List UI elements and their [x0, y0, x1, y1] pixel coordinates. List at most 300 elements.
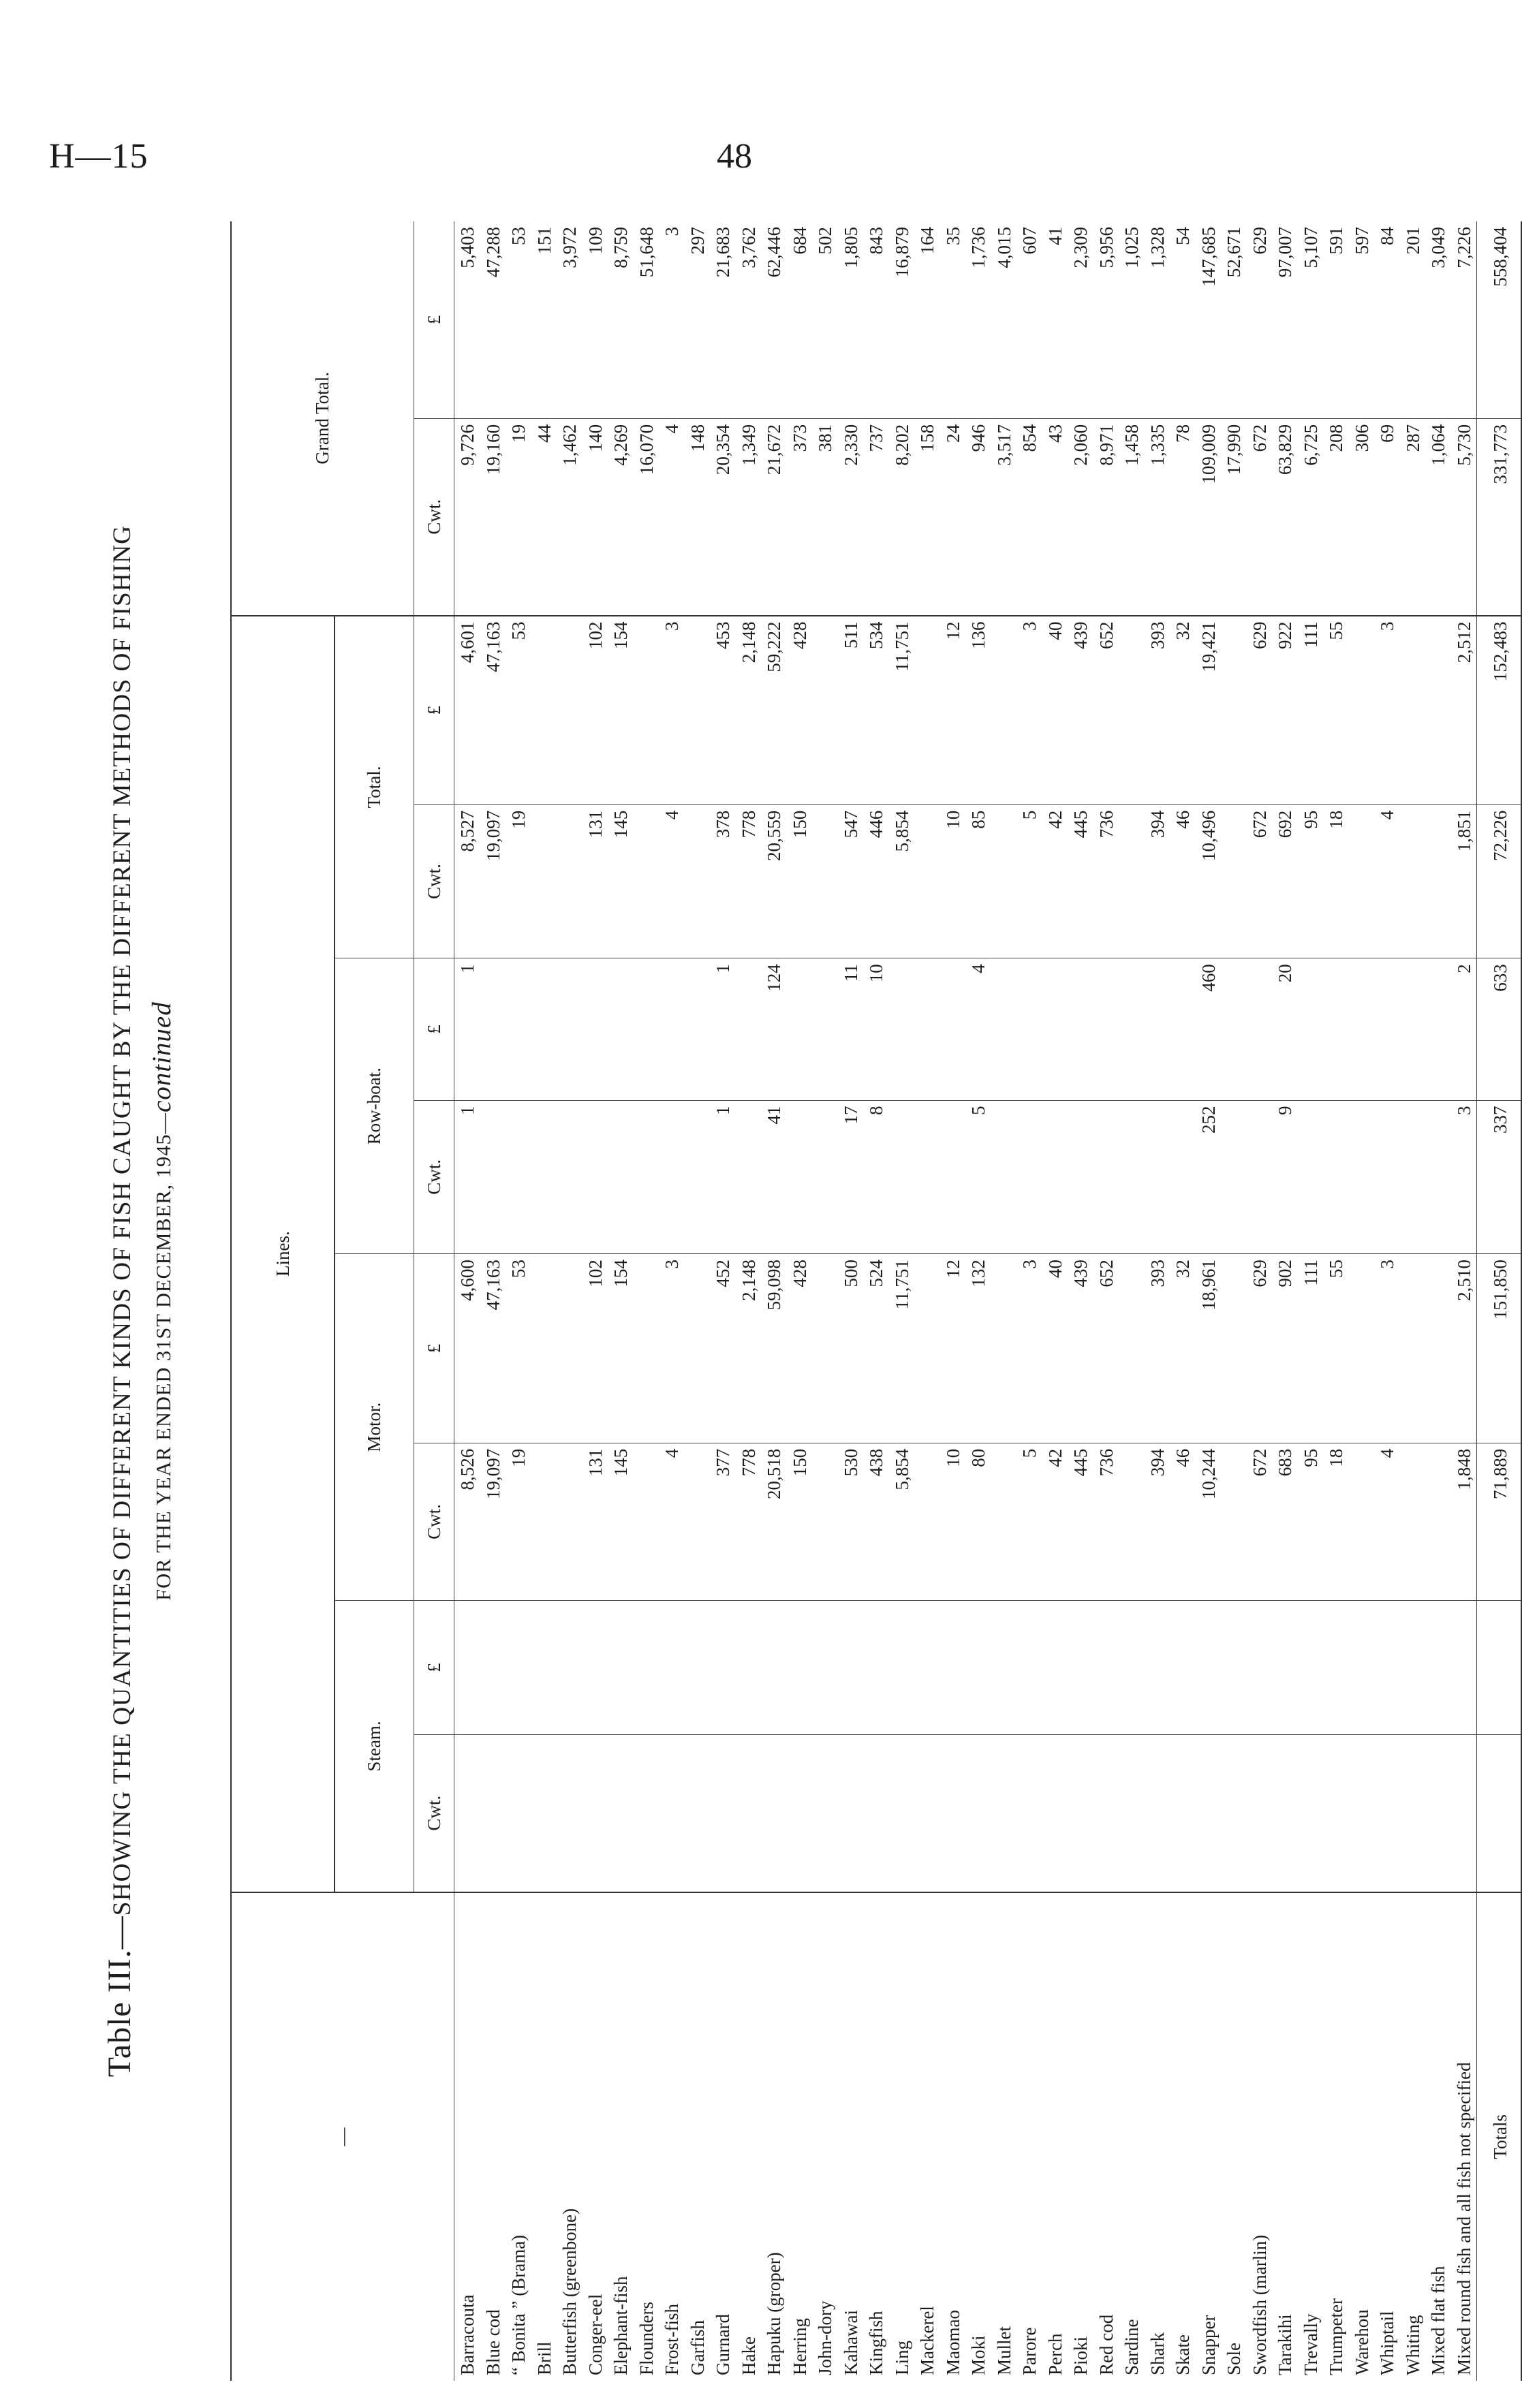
- species-name: Pioki: [1070, 2336, 1091, 2375]
- species-name: Garfish: [687, 2320, 708, 2375]
- cell-grand-cwt: 63,829: [1272, 418, 1298, 615]
- cell-total-value: 2,148: [736, 616, 762, 805]
- cell-total-cwt: [1400, 804, 1426, 958]
- cell-rowboat-value: [787, 958, 813, 1100]
- species-name: Shark: [1147, 2332, 1168, 2375]
- table-row: [1451, 221, 1477, 2381]
- totals-row: [1477, 221, 1522, 2381]
- cell-total-value: [1119, 616, 1145, 805]
- cell-grand-cwt: 373: [787, 418, 813, 615]
- cell-steam-cwt: [863, 1734, 889, 1892]
- cell-total-cwt: 4: [659, 804, 685, 958]
- species-name: Flounders: [636, 2302, 657, 2375]
- cell-total-value: 47,163: [480, 616, 506, 805]
- species-name: Tarakihi: [1275, 2314, 1295, 2375]
- table-row: [1425, 221, 1451, 2381]
- cell-grand-value: 51,648: [634, 221, 659, 418]
- cell-motor-value: 18,961: [1196, 1254, 1222, 1443]
- species-name: Blue cod: [482, 2309, 503, 2375]
- table-row: [480, 221, 506, 2381]
- cell-motor-cwt: 4: [659, 1443, 685, 1600]
- cell-grand-value: 35: [940, 221, 966, 418]
- cell-rowboat-value: [557, 958, 583, 1100]
- cell-steam-cwt: [914, 1734, 940, 1892]
- cell-rowboat-cwt: [480, 1100, 506, 1254]
- cell-steam-value: [812, 1601, 838, 1735]
- totals-steam-value: [1477, 1601, 1522, 1735]
- species-name: Ling: [891, 2341, 912, 2375]
- header-steam: Steam.: [335, 1601, 414, 1892]
- cell-motor-cwt: 10,244: [1196, 1443, 1222, 1600]
- cell-steam-cwt: [991, 1734, 1017, 1892]
- cell-grand-value: 7,226: [1451, 221, 1477, 418]
- cell-steam-value: [480, 1601, 506, 1735]
- cell-rowboat-value: 11: [838, 958, 864, 1100]
- cell-steam-cwt: [1042, 1734, 1068, 1892]
- unit-total-pound: £: [414, 616, 454, 805]
- cell-motor-value: 2,148: [736, 1254, 762, 1443]
- species-name: Moki: [968, 2335, 989, 2375]
- cell-rowboat-cwt: 1: [454, 1100, 480, 1254]
- cell-grand-value: 21,683: [710, 221, 736, 418]
- table-row: [1170, 221, 1196, 2381]
- cell-grand-cwt: 737: [863, 418, 889, 615]
- cell-rowboat-cwt: [1170, 1100, 1196, 1254]
- cell-steam-value: [1145, 1601, 1170, 1735]
- cell-motor-value: 102: [583, 1254, 608, 1443]
- totals-grand-value: 558,404: [1477, 221, 1522, 418]
- cell-grand-value: 3: [659, 221, 685, 418]
- cell-rowboat-cwt: [812, 1100, 838, 1254]
- species-name: Perch: [1044, 2333, 1066, 2375]
- cell-motor-value: 132: [965, 1254, 991, 1443]
- table-row: [1068, 221, 1093, 2381]
- cell-motor-cwt: 5: [1016, 1443, 1042, 1600]
- cell-steam-cwt: [1119, 1734, 1145, 1892]
- cell-steam-cwt: [1272, 1734, 1298, 1892]
- cell-rowboat-cwt: [889, 1100, 915, 1254]
- species-name: Conger-eel: [585, 2294, 606, 2375]
- table-row: [940, 221, 966, 2381]
- cell-motor-value: 652: [1093, 1254, 1119, 1443]
- cell-grand-value: 151: [531, 221, 557, 418]
- cell-rowboat-value: [1400, 958, 1426, 1100]
- cell-steam-value: [557, 1601, 583, 1735]
- cell-motor-cwt: 150: [787, 1443, 813, 1600]
- cell-grand-value: 1,328: [1145, 221, 1170, 418]
- cell-rowboat-value: [1016, 958, 1042, 1100]
- cell-motor-cwt: 145: [608, 1443, 634, 1600]
- cell-rowboat-cwt: [1042, 1100, 1068, 1254]
- cell-grand-cwt: 4: [659, 418, 685, 615]
- cell-motor-value: [812, 1254, 838, 1443]
- cell-rowboat-value: [1425, 958, 1451, 1100]
- species-name: Barracouta: [457, 2294, 478, 2375]
- cell-total-value: 534: [863, 616, 889, 805]
- table-row: [1349, 221, 1375, 2381]
- table-row: [1196, 221, 1222, 2381]
- totals-rowboat-cwt: 337: [1477, 1100, 1522, 1254]
- cell-steam-value: [761, 1601, 787, 1735]
- unit-grand-cwt: Cwt.: [414, 418, 454, 615]
- cell-grand-value: 84: [1374, 221, 1400, 418]
- table-footer: [1477, 221, 1522, 2381]
- table-row: [1042, 221, 1068, 2381]
- table-row: [608, 221, 634, 2381]
- cell-steam-value: [583, 1601, 608, 1735]
- cell-total-cwt: 18: [1323, 804, 1349, 958]
- cell-steam-value: [1042, 1601, 1068, 1735]
- cell-total-cwt: 5,854: [889, 804, 915, 958]
- cell-grand-cwt: 78: [1170, 418, 1196, 615]
- species-name: Sardine: [1121, 2319, 1142, 2375]
- cell-total-value: 136: [965, 616, 991, 805]
- cell-motor-cwt: 10: [940, 1443, 966, 1600]
- cell-rowboat-cwt: [531, 1100, 557, 1254]
- cell-grand-value: 62,446: [761, 221, 787, 418]
- page-number: 48: [717, 137, 752, 176]
- cell-motor-value: 393: [1145, 1254, 1170, 1443]
- cell-steam-cwt: [1221, 1734, 1247, 1892]
- cell-rowboat-value: [608, 958, 634, 1100]
- cell-rowboat-cwt: [583, 1100, 608, 1254]
- cell-total-value: 11,751: [889, 616, 915, 805]
- cell-rowboat-value: [914, 958, 940, 1100]
- table-title-prefix: Table III.—: [102, 1916, 138, 2078]
- cell-motor-cwt: [634, 1443, 659, 1600]
- cell-grand-value: 3,762: [736, 221, 762, 418]
- cell-motor-cwt: 5,854: [889, 1443, 915, 1600]
- cell-grand-cwt: 69: [1374, 418, 1400, 615]
- table-row: [1119, 221, 1145, 2381]
- cell-steam-value: [1093, 1601, 1119, 1735]
- cell-rowboat-value: 10: [863, 958, 889, 1100]
- cell-motor-value: 902: [1272, 1254, 1298, 1443]
- species-name: Snapper: [1198, 2315, 1219, 2375]
- cell-steam-cwt: [1247, 1734, 1273, 1892]
- cell-total-value: 652: [1093, 616, 1119, 805]
- cell-total-cwt: 10: [940, 804, 966, 958]
- cell-steam-cwt: [454, 1734, 480, 1892]
- cell-total-cwt: [531, 804, 557, 958]
- cell-total-cwt: [634, 804, 659, 958]
- cell-motor-value: 4,600: [454, 1254, 480, 1443]
- cell-grand-cwt: 21,672: [761, 418, 787, 615]
- cell-grand-cwt: 1,462: [557, 418, 583, 615]
- table-subtitle-continued: continued: [147, 1001, 176, 1113]
- cell-rowboat-cwt: 41: [761, 1100, 787, 1254]
- cell-total-cwt: [812, 804, 838, 958]
- cell-grand-cwt: 109,009: [1196, 418, 1222, 615]
- cell-steam-cwt: [965, 1734, 991, 1892]
- cell-total-cwt: 378: [710, 804, 736, 958]
- cell-grand-cwt: 140: [583, 418, 608, 615]
- cell-total-value: 111: [1298, 616, 1324, 805]
- cell-grand-value: 607: [1016, 221, 1042, 418]
- cell-total-cwt: [685, 804, 711, 958]
- cell-motor-cwt: 394: [1145, 1443, 1170, 1600]
- table-row: [965, 221, 991, 2381]
- cell-grand-value: 2,309: [1068, 221, 1093, 418]
- fish-catch-table: [230, 221, 1522, 2381]
- table-row: [838, 221, 864, 2381]
- unit-rowboat-pound: £: [414, 958, 454, 1100]
- cell-motor-value: 59,098: [761, 1254, 787, 1443]
- species-name: Butterfish (greenbone): [559, 2208, 580, 2375]
- cell-total-value: 32: [1170, 616, 1196, 805]
- cell-motor-cwt: 19: [506, 1443, 531, 1600]
- table-row: [761, 221, 787, 2381]
- cell-grand-value: 5,956: [1093, 221, 1119, 418]
- cell-rowboat-value: 2: [1451, 958, 1477, 1100]
- cell-rowboat-value: 4: [965, 958, 991, 1100]
- cell-motor-value: [531, 1254, 557, 1443]
- cell-rowboat-cwt: [1016, 1100, 1042, 1254]
- table-row: [634, 221, 659, 2381]
- table-row: [1093, 221, 1119, 2381]
- cell-motor-value: 11,751: [889, 1254, 915, 1443]
- cell-grand-value: 164: [914, 221, 940, 418]
- cell-total-cwt: 131: [583, 804, 608, 958]
- cell-total-value: [557, 616, 583, 805]
- cell-steam-cwt: [1068, 1734, 1093, 1892]
- cell-total-value: 53: [506, 616, 531, 805]
- cell-total-value: 2,512: [1451, 616, 1477, 805]
- cell-grand-value: 629: [1247, 221, 1273, 418]
- table-title-main: SHOWING THE QUANTITIES OF DIFFERENT KINDS OF FISH CAUGHT BY THE DIFFERENT METHODS OF FISHING: [108, 525, 136, 1916]
- species-name: Parore: [1019, 2327, 1040, 2375]
- cell-rowboat-value: [736, 958, 762, 1100]
- totals-label: Totals: [1477, 1892, 1522, 2381]
- cell-rowboat-value: [1349, 958, 1375, 1100]
- species-name: Elephant-fish: [610, 2276, 631, 2375]
- cell-rowboat-cwt: [1119, 1100, 1145, 1254]
- cell-total-value: 3: [1016, 616, 1042, 805]
- cell-steam-cwt: [940, 1734, 966, 1892]
- cell-rowboat-value: [1093, 958, 1119, 1100]
- table-header: [231, 221, 454, 2381]
- cell-grand-value: 109: [583, 221, 608, 418]
- cell-steam-value: [1425, 1601, 1451, 1735]
- cell-steam-value: [1247, 1601, 1273, 1735]
- cell-grand-value: 1,736: [965, 221, 991, 418]
- species-name: Red cod: [1096, 2314, 1117, 2375]
- cell-total-cwt: 736: [1093, 804, 1119, 958]
- cell-grand-value: 502: [812, 221, 838, 418]
- table-row: [1272, 221, 1298, 2381]
- cell-motor-cwt: 18: [1323, 1443, 1349, 1600]
- cell-motor-cwt: [1400, 1443, 1426, 1600]
- cell-steam-value: [608, 1601, 634, 1735]
- cell-grand-cwt: 4,269: [608, 418, 634, 615]
- table-row: [736, 221, 762, 2381]
- cell-steam-value: [506, 1601, 531, 1735]
- cell-grand-cwt: 17,990: [1221, 418, 1247, 615]
- cell-steam-cwt: [736, 1734, 762, 1892]
- cell-total-value: 3: [1374, 616, 1400, 805]
- cell-rowboat-value: [1298, 958, 1324, 1100]
- species-name: Gurnard: [713, 2314, 733, 2375]
- cell-total-cwt: 394: [1145, 804, 1170, 958]
- species-name: Mullet: [993, 2326, 1014, 2375]
- cell-steam-value: [710, 1601, 736, 1735]
- cell-grand-cwt: 381: [812, 418, 838, 615]
- cell-steam-cwt: [838, 1734, 864, 1892]
- cell-steam-value: [838, 1601, 864, 1735]
- species-name: Hapuku (groper): [764, 2252, 784, 2375]
- cell-rowboat-cwt: 8: [863, 1100, 889, 1254]
- cell-motor-cwt: 1,848: [1451, 1443, 1477, 1600]
- cell-rowboat-cwt: [1400, 1100, 1426, 1254]
- cell-total-cwt: 20,559: [761, 804, 787, 958]
- cell-grand-cwt: 2,330: [838, 418, 864, 615]
- cell-total-value: [812, 616, 838, 805]
- cell-motor-value: [1400, 1254, 1426, 1443]
- cell-grand-value: 5,403: [454, 221, 480, 418]
- cell-motor-cwt: [812, 1443, 838, 1600]
- cell-steam-cwt: [583, 1734, 608, 1892]
- cell-motor-cwt: 445: [1068, 1443, 1093, 1600]
- cell-motor-cwt: 4: [1374, 1443, 1400, 1600]
- cell-grand-cwt: 306: [1349, 418, 1375, 615]
- cell-rowboat-value: [1068, 958, 1093, 1100]
- document-reference: H—15: [49, 137, 149, 176]
- species-name: Herring: [789, 2318, 810, 2375]
- cell-steam-cwt: [1425, 1734, 1451, 1892]
- table-row: [1016, 221, 1042, 2381]
- species-name: Hake: [738, 2336, 759, 2375]
- cell-motor-cwt: 42: [1042, 1443, 1068, 1600]
- species-name: Warehou: [1351, 2309, 1372, 2375]
- cell-motor-cwt: 530: [838, 1443, 864, 1600]
- header-motor: Motor.: [335, 1254, 414, 1601]
- cell-grand-value: 52,671: [1221, 221, 1247, 418]
- cell-rowboat-cwt: [506, 1100, 531, 1254]
- cell-rowboat-value: 124: [761, 958, 787, 1100]
- cell-motor-cwt: 95: [1298, 1443, 1324, 1600]
- cell-total-value: [1349, 616, 1375, 805]
- cell-steam-value: [1451, 1601, 1477, 1735]
- cell-steam-cwt: [1196, 1734, 1222, 1892]
- cell-grand-value: 843: [863, 221, 889, 418]
- cell-motor-value: [991, 1254, 1017, 1443]
- cell-motor-value: [1119, 1254, 1145, 1443]
- cell-steam-value: [1323, 1601, 1349, 1735]
- cell-steam-value: [1068, 1601, 1093, 1735]
- cell-steam-cwt: [480, 1734, 506, 1892]
- cell-rowboat-cwt: [1145, 1100, 1170, 1254]
- unit-motor-cwt: Cwt.: [414, 1443, 454, 1600]
- cell-rowboat-value: [685, 958, 711, 1100]
- cell-motor-cwt: 19,097: [480, 1443, 506, 1600]
- totals-motor-value: 151,850: [1477, 1254, 1522, 1443]
- cell-motor-value: [1349, 1254, 1375, 1443]
- cell-grand-cwt: 24: [940, 418, 966, 615]
- cell-steam-value: [736, 1601, 762, 1735]
- cell-grand-value: 16,879: [889, 221, 915, 418]
- cell-total-cwt: [1119, 804, 1145, 958]
- cell-steam-value: [1272, 1601, 1298, 1735]
- table-row: [1298, 221, 1324, 2381]
- cell-total-cwt: 446: [863, 804, 889, 958]
- cell-motor-cwt: [1425, 1443, 1451, 1600]
- cell-steam-value: [1016, 1601, 1042, 1735]
- species-name: Sole: [1224, 2342, 1244, 2375]
- cell-motor-value: [634, 1254, 659, 1443]
- cell-total-cwt: [1221, 804, 1247, 958]
- cell-steam-cwt: [1400, 1734, 1426, 1892]
- cell-motor-cwt: 438: [863, 1443, 889, 1600]
- cell-total-value: 59,222: [761, 616, 787, 805]
- cell-total-value: [531, 616, 557, 805]
- table-row: [1323, 221, 1349, 2381]
- cell-rowboat-cwt: [1425, 1100, 1451, 1254]
- cell-rowboat-cwt: [1247, 1100, 1273, 1254]
- cell-total-value: 3: [659, 616, 685, 805]
- cell-grand-value: 53: [506, 221, 531, 418]
- table-row: [787, 221, 813, 2381]
- cell-total-value: [685, 616, 711, 805]
- cell-motor-cwt: [1349, 1443, 1375, 1600]
- species-name: Brill: [533, 2341, 555, 2375]
- cell-rowboat-value: [1374, 958, 1400, 1100]
- cell-motor-value: [914, 1254, 940, 1443]
- cell-steam-value: [889, 1601, 915, 1735]
- unit-grand-pound: £: [414, 221, 454, 418]
- totals-steam-cwt: [1477, 1734, 1522, 1892]
- cell-rowboat-cwt: [1349, 1100, 1375, 1254]
- cell-total-cwt: 778: [736, 804, 762, 958]
- species-name: Skate: [1172, 2334, 1193, 2375]
- table-row: [991, 221, 1017, 2381]
- cell-motor-value: 111: [1298, 1254, 1324, 1443]
- cell-motor-cwt: [1119, 1443, 1145, 1600]
- cell-grand-value: 97,007: [1272, 221, 1298, 418]
- totals-motor-cwt: 71,889: [1477, 1443, 1522, 1600]
- cell-motor-cwt: 46: [1170, 1443, 1196, 1600]
- cell-total-value: 102: [583, 616, 608, 805]
- cell-grand-cwt: 148: [685, 418, 711, 615]
- cell-grand-cwt: 287: [1400, 418, 1426, 615]
- cell-grand-cwt: 1,349: [736, 418, 762, 615]
- cell-total-value: 511: [838, 616, 864, 805]
- unit-motor-pound: £: [414, 1254, 454, 1443]
- cell-total-cwt: [991, 804, 1017, 958]
- cell-rowboat-value: 460: [1196, 958, 1222, 1100]
- cell-steam-cwt: [1016, 1734, 1042, 1892]
- cell-rowboat-value: 1: [710, 958, 736, 1100]
- cell-total-cwt: 445: [1068, 804, 1093, 958]
- cell-rowboat-cwt: [914, 1100, 940, 1254]
- cell-steam-value: [1119, 1601, 1145, 1735]
- cell-steam-value: [787, 1601, 813, 1735]
- species-name: Swordfish (marlin): [1249, 2234, 1270, 2375]
- cell-motor-value: 452: [710, 1254, 736, 1443]
- cell-steam-value: [634, 1601, 659, 1735]
- cell-total-value: 19,421: [1196, 616, 1222, 805]
- cell-steam-cwt: [761, 1734, 787, 1892]
- cell-grand-value: 54: [1170, 221, 1196, 418]
- cell-grand-value: 201: [1400, 221, 1426, 418]
- cell-total-value: [991, 616, 1017, 805]
- cell-total-cwt: 1,851: [1451, 804, 1477, 958]
- cell-total-value: 439: [1068, 616, 1093, 805]
- cell-steam-value: [914, 1601, 940, 1735]
- cell-motor-value: [1221, 1254, 1247, 1443]
- cell-steam-value: [1374, 1601, 1400, 1735]
- cell-motor-value: 53: [506, 1254, 531, 1443]
- cell-steam-value: [659, 1601, 685, 1735]
